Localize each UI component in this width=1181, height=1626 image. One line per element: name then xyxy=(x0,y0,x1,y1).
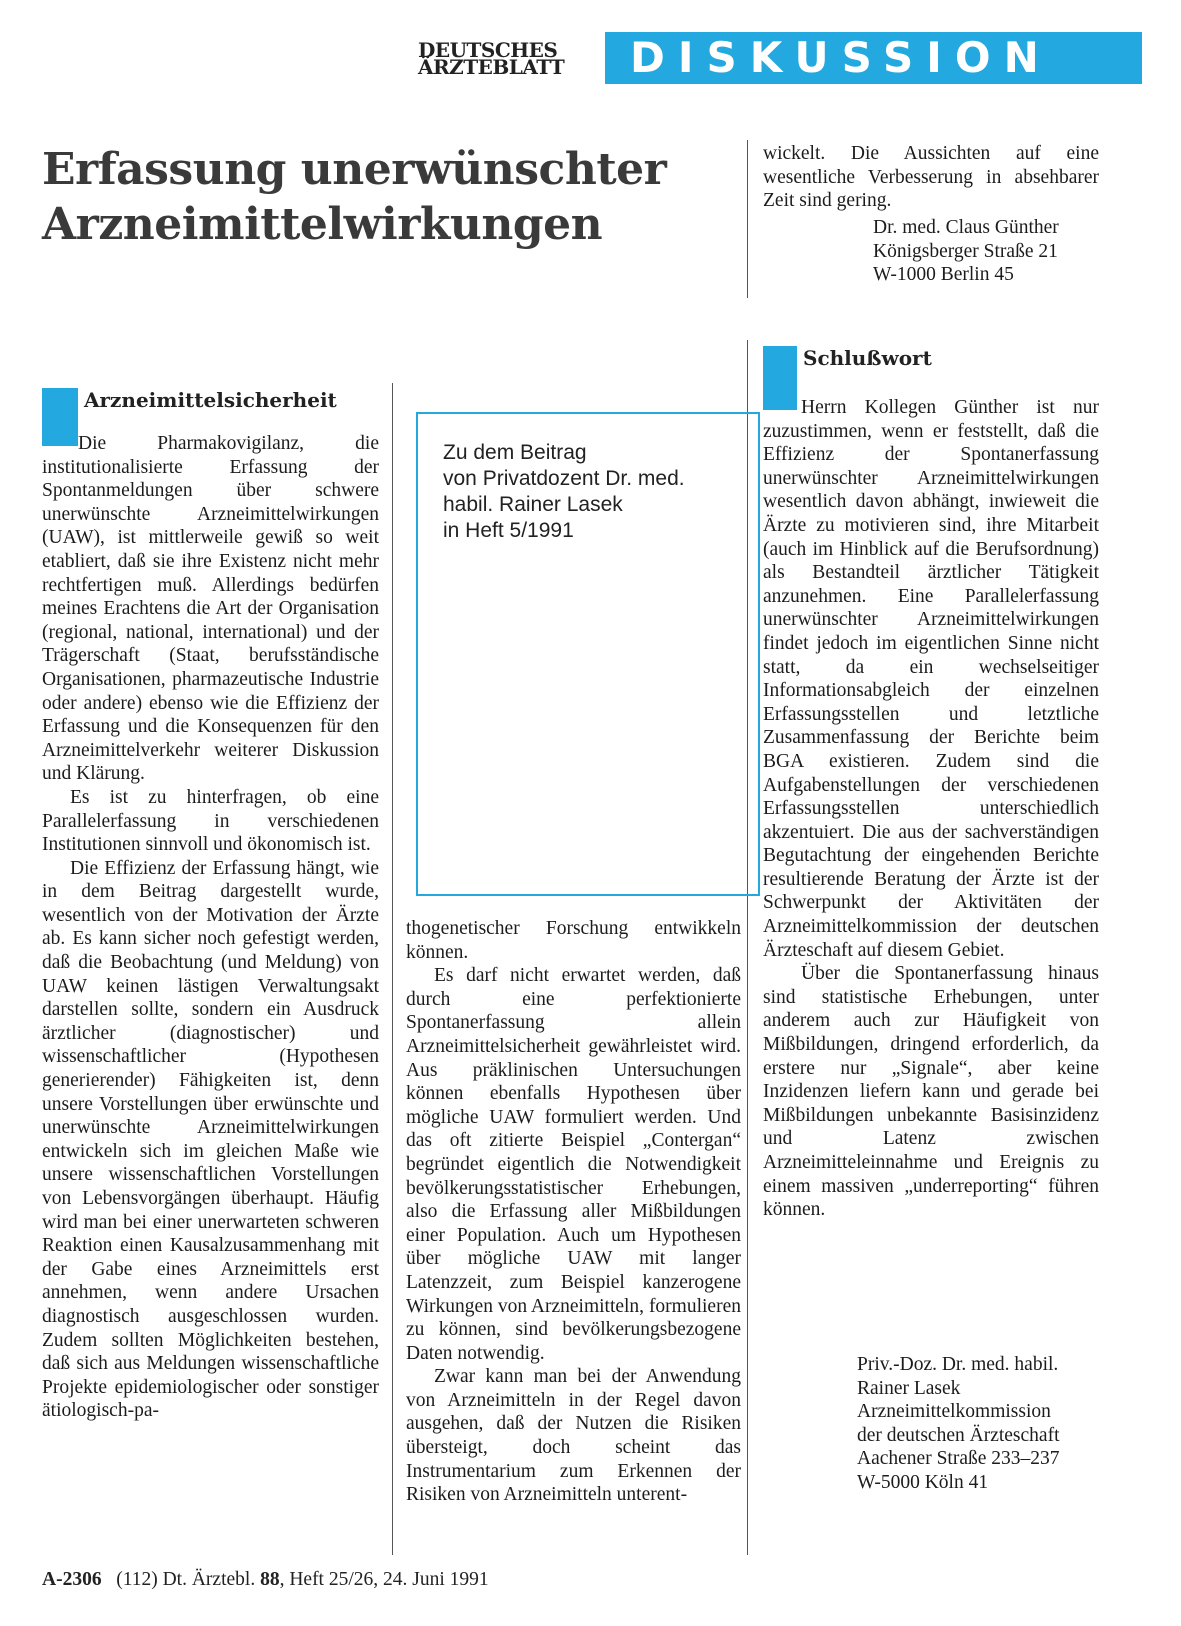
citation-prefix: (112) Dt. Ärztebl. xyxy=(116,1569,256,1590)
paragraph: Die Effizienz der Erfassung hängt, wie in dem Beitrag dargestellt wurde, wesentlich von der Motivation der Ärzte ab. Es kann sicher noch gefestigt werden, daß die Beobachtung (und Meldung) von UAW keinen lästigen Verwaltungsakt darstellen sollte, sondern ein Ausdruck ärztlicher (diagnostischer) und wissenschaftlicher (Hypothesen generierender) Fähigkeiten ist, denn unsere Vorstellungen über erwünschte und unerwünschte Arzneimittelwirkungen entwickeln sich im gleichen Maße wie unsere wissenschaftlichen Vorstellungen von Lebensvorgängen überhaupt. Häufig wird man bei einer unerwarteten schweren Reaktion einen Kausalzusammenhang mit der Gabe eines Arzneimittels erst annehmen, wenn andere Ursachen diagnostisch ausgeschlossen wurden. Zudem sollten Möglichkeiten bestehen, daß sich aus Meldungen wissenschaftliche Projekte epidemiologischer oder sonstiger ätiologisch-pa- xyxy=(42,857,379,1422)
author-street: Königsberger Straße 21 xyxy=(873,240,1058,262)
page-number: A-2306 xyxy=(42,1569,102,1590)
letter-column-1 xyxy=(42,432,379,1423)
title-line-1: Erfassung unerwünschter xyxy=(42,144,667,195)
column-rule-top-right xyxy=(747,140,748,298)
page-footer xyxy=(42,1569,489,1591)
author-city: W-1000 Berlin 45 xyxy=(873,264,1014,286)
letter-column-3 xyxy=(763,142,1099,213)
paragraph: Es darf nicht erwartet werden, daß durch eine perfektionierte Spontanerfassung allein Arzneimittelsicherheit gewährleistet wird. Aus präklinischen Untersuchungen können ebenfalls Hypothesen über mögliche UAW formuliert werden. Und das oft zitierte Beispiel „Contergan“ begründet eigentlich die Notwendigkeit bevölkerungsstatistischer Erhebungen, also die Erfassung aller Mißbildungen einer Population. Auch um Hypothesen über mögliche UAW mit langer Latenzzeit, zum Beispiel kanzerogene Wirkungen von Arzneimitteln, formulieren zu können, sind bevölkerungsbezogene Daten notwendig. xyxy=(406,965,741,1364)
journal-logo xyxy=(418,38,593,79)
signature-line: Arzneimittelkommission xyxy=(857,1401,1051,1423)
letter-heading: Arzneimittelsicherheit xyxy=(84,388,337,412)
letter-signature xyxy=(873,216,1059,287)
logo-line-1: DEUTSCHES xyxy=(418,38,558,62)
citation-suffix: , Heft 25/26, 24. Juni 1991 xyxy=(279,1569,489,1590)
reference-line: von Privatdozent Dr. med. xyxy=(443,467,685,490)
signature-line: Aachener Straße 233–237 xyxy=(857,1448,1060,1470)
reference-line: Zu dem Beitrag xyxy=(443,441,587,464)
paragraph: thogenetischer Forschung entwikkeln können. xyxy=(406,918,741,963)
paragraph: wickelt. Die Aussichten auf eine wesentliche Verbesserung in absehbarer Zeit sind gering. xyxy=(763,143,1099,212)
author-name: Dr. med. Claus Günther xyxy=(873,217,1059,238)
reply-heading: Schlußwort xyxy=(803,346,932,370)
signature-line: Priv.-Doz. Dr. med. habil. xyxy=(857,1354,1059,1375)
reply-signature xyxy=(857,1353,1060,1495)
paragraph: Die Pharmakovigilanz, die institutionalisierte Erfassung der Spontanmeldungen über schwere unerwünschte Arzneimittelwirkungen (UAW), ist mittlerweile gewiß so weit etabliert, daß sie ihre Existenz nicht mehr rechtfertigen muß. Allerdings bedürfen meines Erachtens die Art der Organisation (regional, national, international) und der Trägerschaft (Staat, berufsständische Organisationen, pharmazeutische Industrie oder andere) ebenso wie die Effizienz der Erfassung und die Konsequenzen für den Arzneimittelverkehr weiterer Diskussion und Klärung. xyxy=(42,433,379,785)
title-line-2: Arzneimittelwirkungen xyxy=(42,199,603,250)
paragraph: Herrn Kollegen Günther ist nur zuzustimmen, wenn er feststellt, daß die Effizienz der Spontanerfassung unerwünschter Arzneimittelwirkungen wesentlich davon abhängt, inwieweit die Ärzte zu motivieren sind, ihre Mitarbeit (auch im Hinblick auf die Berufsordnung) als Bestandteil ärztlicher Tätigkeit anzunehmen. Eine Parallelerfassung unerwünschter Arzneimittelwirkungen findet jedoch im eigentlichen Sinne nicht statt, da ein wechselseitiger Informationsabgleich der einzelnen Erfassungsstellen und letztliche Zusammenfassung der Berichte beim BGA existieren. Zudem sind die Aufgabenstellungen der verschiedenen Erfassungsstellen unterschiedlich akzentuiert. Die aus der sachverständigen Begutachtung der eingehenden Berichte resultierende Beratung der Ärzte ist der Schwerpunkt der Aktivitäten der Arzneimittelkommission der deutschen Ärzteschaft auf diesem Gebiet. xyxy=(763,397,1099,961)
section-rubric: DISKUSSION xyxy=(605,32,1142,84)
article-title xyxy=(42,142,732,252)
volume-number: 88 xyxy=(260,1569,280,1590)
paragraph: Zwar kann man bei der Anwendung von Arzneimitteln in der Regel davon ausgehen, daß der Nutzen die Risiken übersteigt, doch scheint das Instrumentarium zum Erkennen der Risiken von Arzneimitteln unterent- xyxy=(406,1366,741,1506)
signature-line: der deutschen Ärzteschaft xyxy=(857,1424,1060,1446)
reference-line: in Heft 5/1991 xyxy=(443,519,574,542)
paragraph: Über die Spontanerfassung hinaus sind statistische Erhebungen, unter anderem auch zur Häufigkeit von Mißbildungen, dringend erforderlich, da erstere nur „Signale“, aber keine Inzidenzen liefern kann und gerade bei Mißbildungen unbekannte Basisinzidenz und Latenz zwischen Arzneimitteleinnahme und Ereignis zu einem massiven „underreporting“ führen können. xyxy=(763,963,1099,1221)
column-rule-left xyxy=(392,383,393,1555)
signature-line: Rainer Lasek xyxy=(857,1377,961,1399)
reference-line: habil. Rainer Lasek xyxy=(443,493,623,516)
paragraph: Es ist zu hinterfragen, ob eine Parallelerfassung in verschiedenen Institutionen sinnvoll und ökonomisch ist. xyxy=(42,786,379,856)
reference-text xyxy=(443,440,743,544)
reply-column xyxy=(763,396,1099,1222)
logo-line-2: ÄRZTEBLATT xyxy=(418,55,565,79)
signature-line: W-5000 Köln 41 xyxy=(857,1471,989,1493)
letter-column-2 xyxy=(406,917,741,1507)
